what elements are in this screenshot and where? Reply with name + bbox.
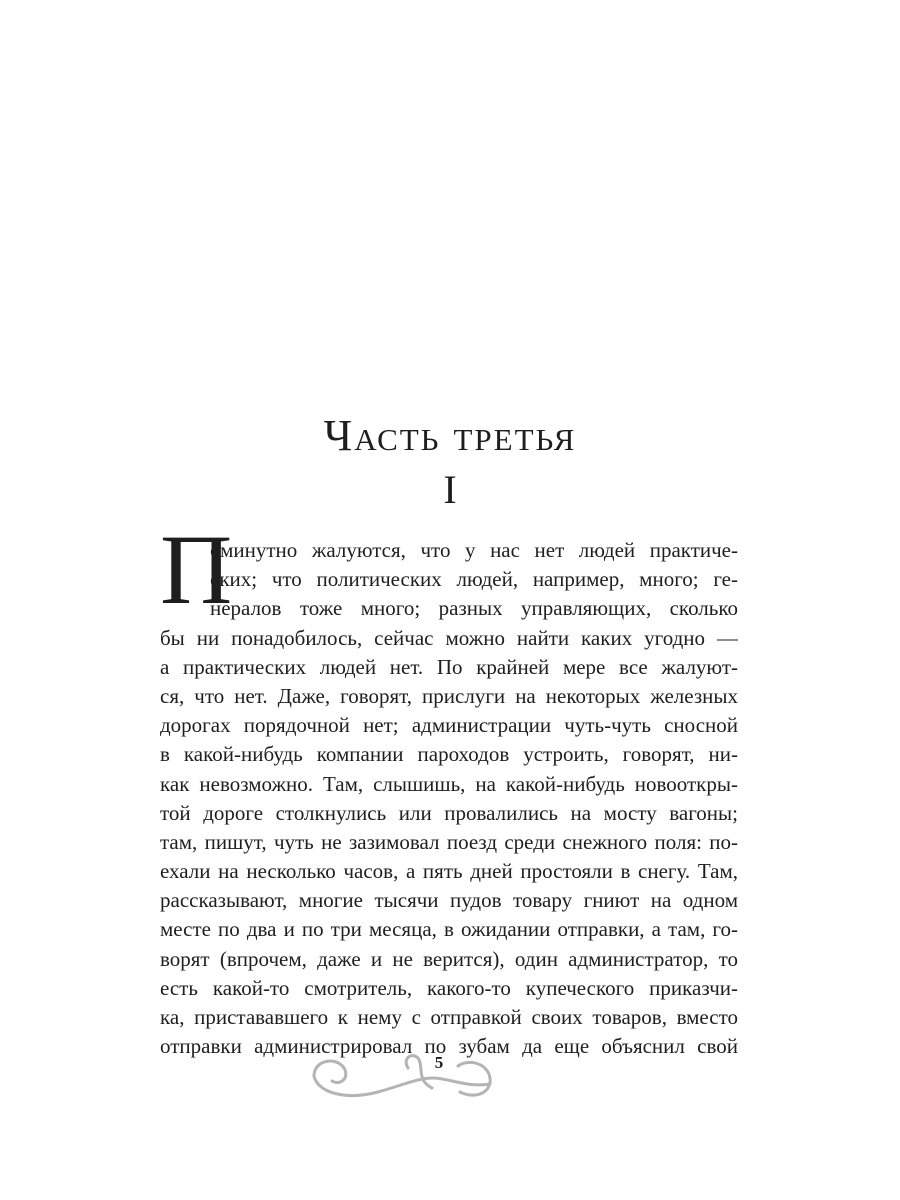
flourish-ornament-icon xyxy=(308,1048,498,1108)
page-number: 5 xyxy=(434,1053,444,1072)
text-line: нералов тоже много; разных управляющих, сколько xyxy=(210,596,738,621)
text-line: как невозможно. Там, слышишь, на какой-нибудь новооткры- xyxy=(160,771,738,796)
text-line: ка, пристававшего к нему с отправкой своих товаров, вместо xyxy=(160,1005,738,1029)
text-line: ехали на несколько часов, а пять дней простояли в снегу. Там, xyxy=(160,859,738,884)
text-line: в какой-нибудь компании пароходов устроить, говорят, ни- xyxy=(160,742,738,767)
text-line: бы ни понадобилось, сейчас можно найти каких угодно — xyxy=(160,625,738,650)
text-line: оминутно жалуются, что у нас нет людей практиче- xyxy=(210,538,738,562)
text-line: той дороге столкнулись или провалились на мосту вагоны; xyxy=(160,800,738,825)
text-line: ся, что нет. Даже, говорят, прислуги на некоторых железных xyxy=(160,683,738,708)
text-line: есть какой-то смотритель, какого-то купеческого приказчи- xyxy=(160,975,738,1000)
text-line: отправки администрировал по зубам да еще объяснил свой xyxy=(160,1034,738,1059)
body-text xyxy=(160,536,738,1061)
chapter-number: I xyxy=(443,467,457,512)
text-line: дорогах порядочной нет; администрации чуть-чуть сносной xyxy=(160,713,738,738)
text-line: там, пишут, чуть не зазимовал поезд среди снежного поля: по- xyxy=(160,829,738,854)
part-title: Часть третья xyxy=(323,411,577,460)
text-line: рассказывают, многие тысячи пудов товару гниют на одном xyxy=(160,888,738,913)
text-line: ворят (впрочем, даже и не верится), один администратор, то xyxy=(160,946,738,971)
text-line: месте по два и по три месяца, в ожидании отправки, а там, го- xyxy=(160,917,738,942)
text-line: ских; что политических людей, например, много; ге- xyxy=(210,567,738,592)
drop-cap: П xyxy=(160,514,233,625)
text-line: а практических людей нет. По крайней мере все жалуют- xyxy=(160,654,738,679)
